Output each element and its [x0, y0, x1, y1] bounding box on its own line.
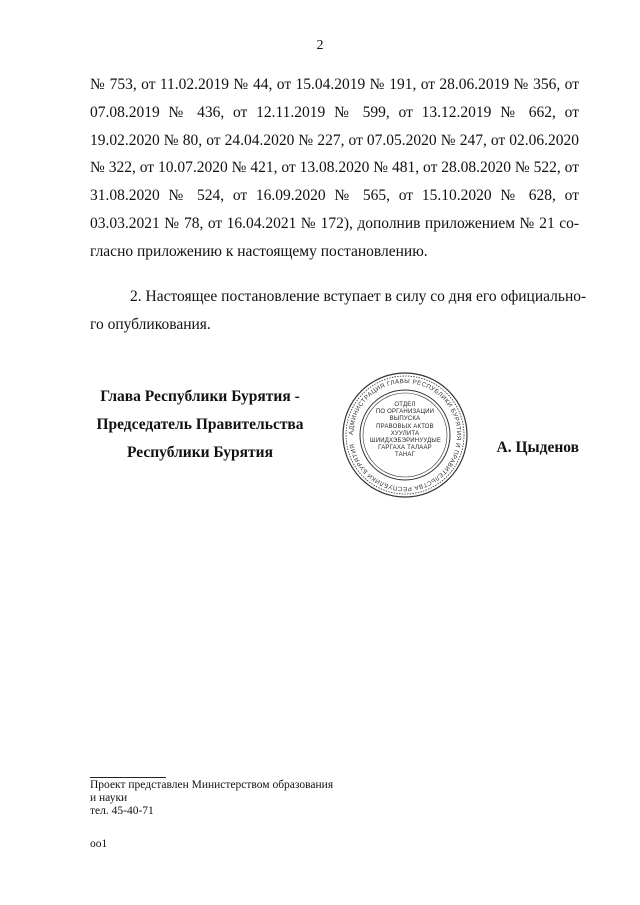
- seal-center-line: ВЫПУСКА: [389, 416, 421, 423]
- signer-name: А. Цыденов: [496, 439, 579, 456]
- signer-title-line: Председатель Правительства: [96, 416, 304, 433]
- page-number: 2: [316, 38, 324, 53]
- seal-center-line: ШИИДХЭБЭРИНУУДЫЕ: [370, 438, 442, 445]
- footnote-line: Проект представлен Министерством образования: [90, 779, 334, 791]
- document-code: оо1: [90, 838, 108, 850]
- footnote: [90, 779, 333, 818]
- paragraph-2-line: го опубликования.: [90, 315, 211, 333]
- paragraph-2-line: 2. Настоящее постановление вступает в силу со дня его официально-: [130, 288, 587, 305]
- footnote-line: и науки: [90, 792, 128, 804]
- signer-title-line: Глава Республики Бурятия -: [100, 388, 300, 405]
- paragraph-1-line: 03.03.2021 № 78, от 16.04.2021 № 172), дополнив приложением № 21 со-: [90, 214, 579, 232]
- seal-center-line: ОТДЕЛ: [394, 402, 416, 408]
- seal-center-text: [370, 402, 440, 460]
- paragraph-1-line: № 322, от 10.07.2020 № 421, от 13.08.2020 № 481, от 28.08.2020 № 522, от: [90, 159, 579, 177]
- paragraph-2: [90, 283, 587, 339]
- seal-outer-text: АДМИНИСТРАЦИЯ ГЛАВЫ РЕСПУБЛИКИ БУРЯТИЯ И ПРАВИТЕЛЬСТВА РЕСПУБЛИКИ БУРЯТИЯ: [347, 377, 463, 493]
- seal-center-line: ТАНАГ: [394, 452, 416, 459]
- signer-title: [90, 383, 310, 467]
- official-seal-stamp: [340, 370, 470, 500]
- seal-center-line: ХУУЛИТА: [390, 430, 420, 437]
- seal-center-line: ПО ОРГАНИЗАЦИИ: [375, 409, 435, 416]
- seal-center-line: ПРАВОВЫХ АКТОВ: [376, 423, 434, 430]
- paragraph-1-line: 07.08.2019 № 436, от 12.11.2019 № 599, от 13.12.2019 № 662, от: [90, 103, 579, 121]
- paragraph-1-line: № 753, от 11.02.2019 № 44, от 15.04.2019 № 191, от 28.06.2019 № 356, от: [90, 76, 579, 93]
- paragraph-1: [90, 71, 579, 266]
- paragraph-1-line: гласно приложению к настоящему постановлению.: [90, 242, 428, 260]
- seal-center-line: ГАРГАХА ТАЛААР: [378, 445, 432, 452]
- signer-title-line: Республики Бурятия: [127, 444, 273, 461]
- footnote-divider: [90, 777, 166, 778]
- footnote-line: тел. 45-40-71: [90, 805, 154, 817]
- paragraph-1-line: 31.08.2020 № 524, от 16.09.2020 № 565, от 15.10.2020 № 628, от: [90, 187, 579, 205]
- paragraph-1-line: 19.02.2020 № 80, от 24.04.2020 № 227, от 07.05.2020 № 247, от 02.06.2020: [90, 131, 579, 149]
